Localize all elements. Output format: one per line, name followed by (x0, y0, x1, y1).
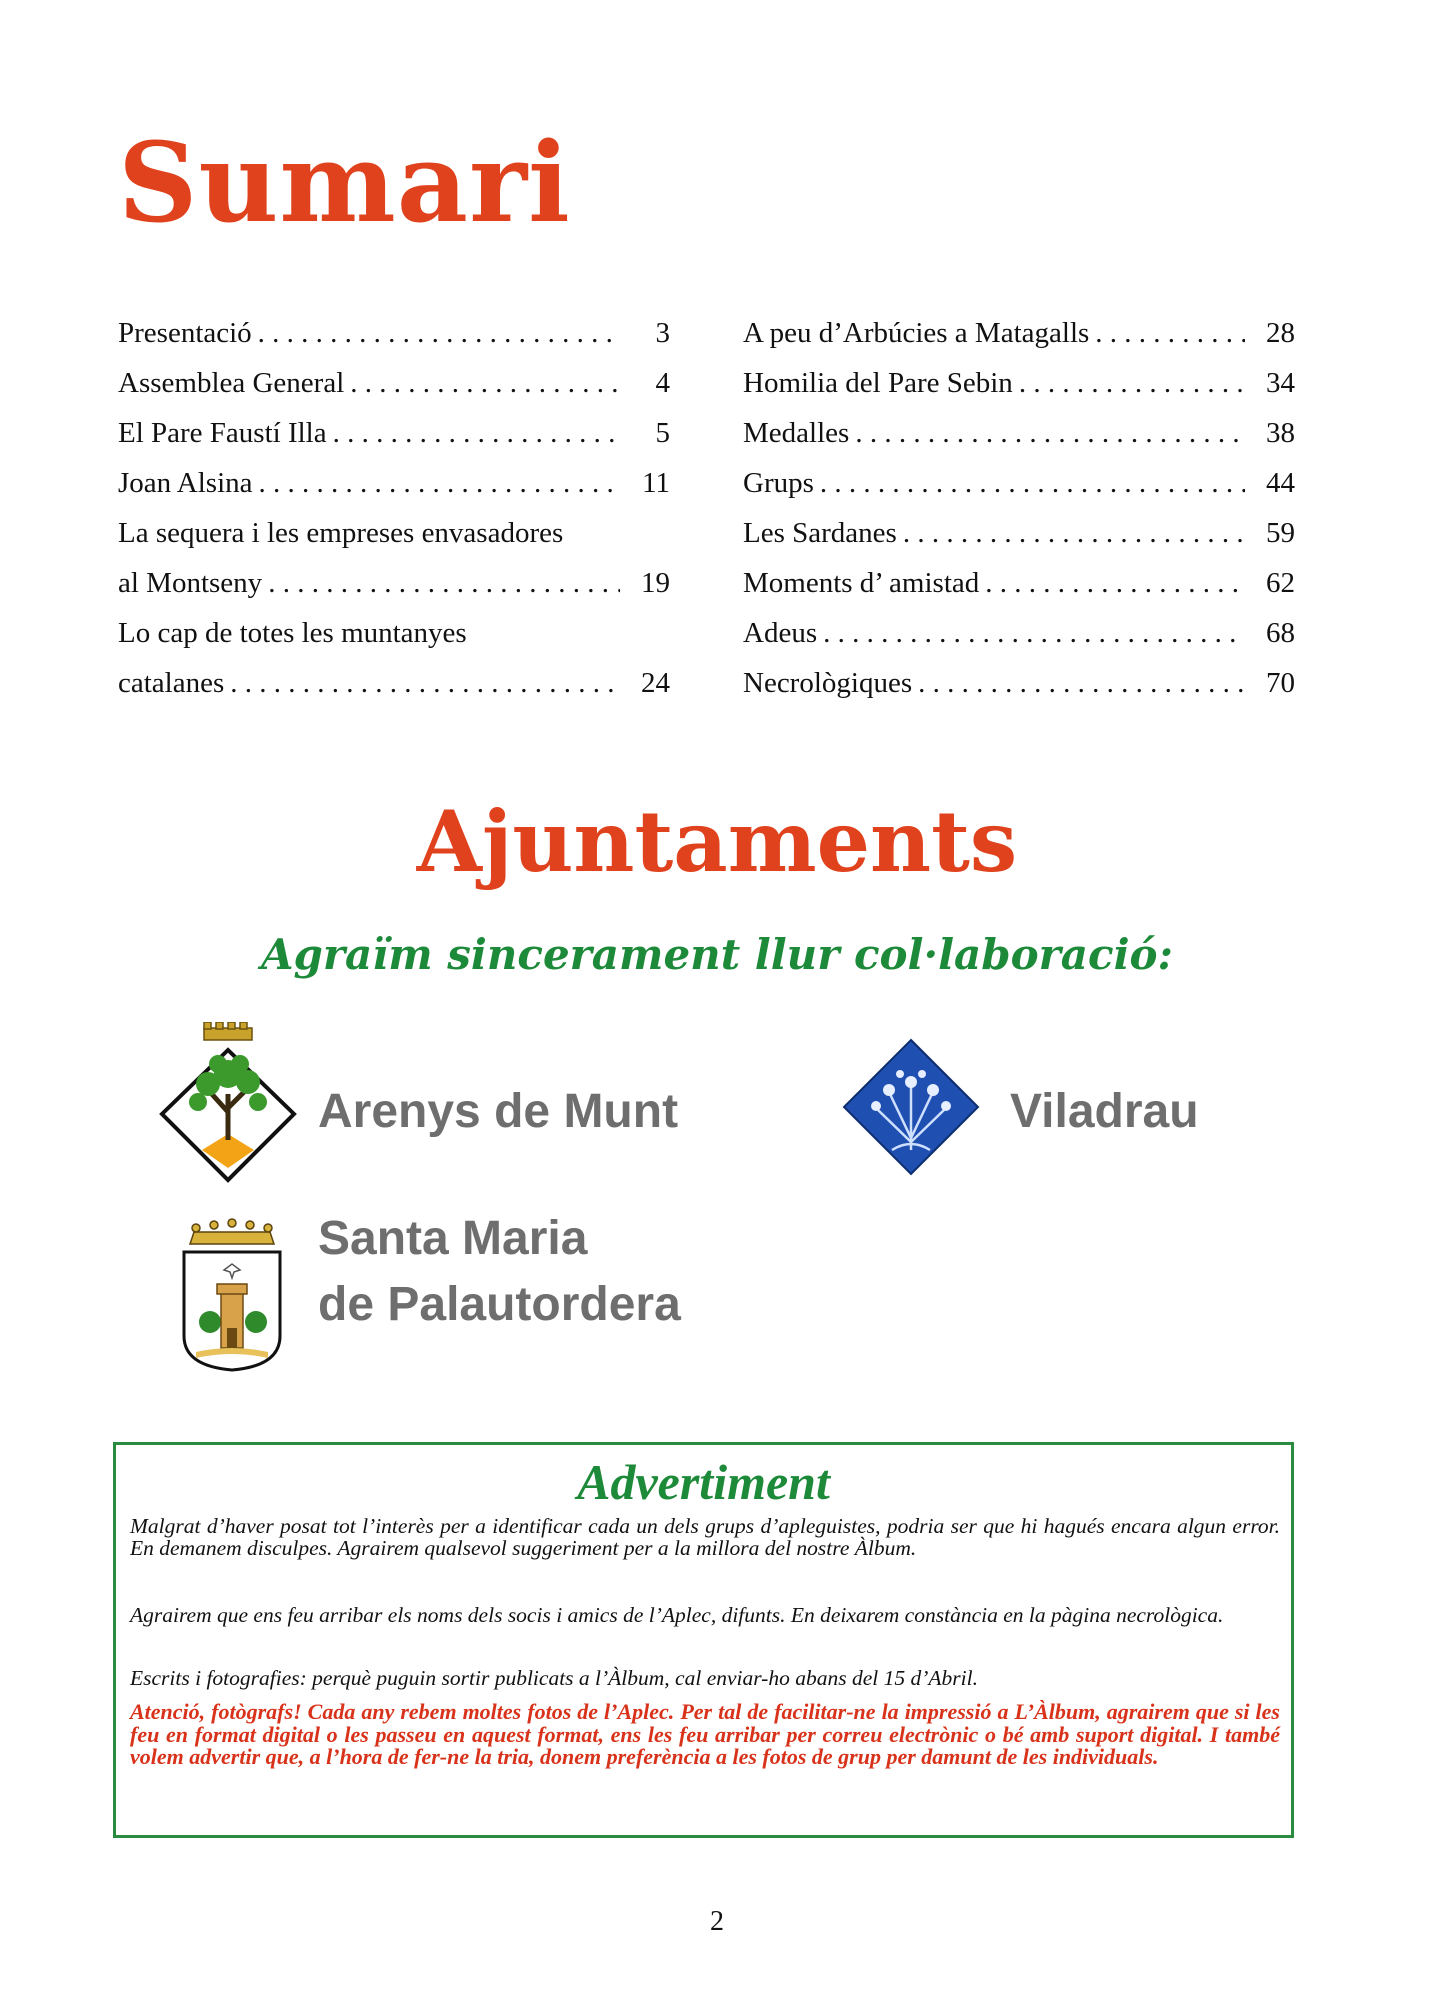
advertiment-paragraph: Malgrat d’haver posat tot l’interès per a identificar cada un dels grups d’apleguistes, podria ser que hi hagués encara algun error. En demanem disculpes. Agrairem qualsevol suggeriment per a la millora del nostre Àlbum. (130, 1514, 1280, 1560)
toc-leader-dots (985, 558, 1245, 608)
toc-entry-page: 3 (655, 317, 670, 349)
toc-leader-dots (258, 308, 620, 358)
toc-entry-label: El Pare Faustí Illa (118, 417, 327, 449)
toc-leader-dots (823, 608, 1245, 658)
toc-entry-label: Medalles (743, 417, 850, 449)
toc-entry[interactable] (743, 558, 1295, 608)
arenys-de-munt-crest-icon (158, 1022, 298, 1184)
toc-entry-page: 4 (655, 367, 670, 399)
toc-entry[interactable] (118, 308, 670, 358)
toc-entry-label: Necrològiques (743, 667, 913, 699)
toc-entry-page: 11 (642, 467, 670, 499)
santa-maria-de-palautordera-crest-icon (176, 1218, 288, 1372)
toc-entry[interactable] (118, 558, 670, 608)
toc-entry[interactable] (118, 658, 670, 708)
toc-entry-label: Adeus (743, 617, 818, 649)
toc-entry[interactable] (743, 658, 1295, 708)
ajuntaments-subtitle: Agraïm sincerament llur col·laboració: (260, 930, 1174, 979)
toc-left-column (118, 308, 670, 708)
toc-entry-page: 5 (655, 417, 670, 449)
toc-entry-page: 62 (1266, 567, 1295, 599)
photographers-notice: Atenció, fotògrafs! Cada any rebem moltes fotos de l’Aplec. Per tal de facilitar-ne la impressió a L’Àlbum, agrairem que si les feu en format digital o les passeu en aquest format, ens les feu arribar per correu electrònic o bé amb suport digital. I també volem advertir que, a l’hora de fer-ne la tria, donem preferència a les fotos de grup per damunt de les individuals. (130, 1699, 1280, 1769)
advertiment-box (113, 1442, 1294, 1838)
toc-entry[interactable] (743, 358, 1295, 408)
toc-leader-dots (855, 408, 1245, 458)
toc-entry-page: 59 (1266, 517, 1295, 549)
municipality-name: Viladrau (1010, 1085, 1199, 1138)
municipality-name-line: de Palautordera (318, 1278, 681, 1331)
toc-entry[interactable] (743, 408, 1295, 458)
toc-leader-dots (268, 558, 620, 608)
toc-entry-label: catalanes (118, 667, 225, 699)
toc-entry-label: Grups (743, 467, 814, 499)
toc-leader-dots (350, 358, 620, 408)
toc-leader-dots (903, 508, 1245, 558)
toc-entry-label: Joan Alsina (118, 467, 253, 499)
toc-entry[interactable] (743, 458, 1295, 508)
sumari-title: Sumari (118, 118, 571, 247)
toc-entry[interactable] (118, 458, 670, 508)
toc-leader-dots (333, 408, 620, 458)
toc-leader-dots (918, 658, 1245, 708)
toc-entry-label: al Montseny (118, 567, 263, 599)
toc-entry-label: Homilia del Pare Sebin (743, 367, 1013, 399)
toc-entry-page: 34 (1266, 367, 1295, 399)
toc-entry[interactable] (118, 408, 670, 458)
toc-entry-page: 24 (641, 667, 670, 699)
toc-entry[interactable] (743, 308, 1295, 358)
page-number: 2 (710, 1906, 724, 1937)
toc-entry-page: 38 (1266, 417, 1295, 449)
toc-entry-page: 70 (1266, 667, 1295, 699)
municipality-name (318, 1206, 681, 1338)
toc-entry-label: La sequera i les empreses envasadores (118, 517, 564, 549)
toc-entry-page: 19 (641, 567, 670, 599)
municipality-name: Arenys de Munt (318, 1085, 679, 1138)
toc-entry-page: 68 (1266, 617, 1295, 649)
toc-leader-dots (230, 658, 620, 708)
toc-entry-page: 44 (1266, 467, 1295, 499)
toc-entry-page: 28 (1266, 317, 1295, 349)
viladrau-crest-icon (842, 1038, 980, 1176)
toc-entry[interactable] (743, 608, 1295, 658)
toc-entry-label: Assemblea General (118, 367, 345, 399)
toc-right-column (743, 308, 1295, 708)
toc-entry[interactable] (743, 508, 1295, 558)
advertiment-paragraph: Agrairem que ens feu arribar els noms dels socis i amics de l’Aplec, difunts. En deixarem constància en la pàgina necrològica. (130, 1603, 1224, 1627)
advertiment-title: Advertiment (577, 1454, 830, 1510)
toc-leader-dots (259, 458, 620, 508)
toc-entry[interactable] (118, 608, 670, 658)
toc-entry-label: Les Sardanes (743, 517, 897, 549)
advertiment-paragraph: Escrits i fotografies: perquè puguin sortir publicats a l’Àlbum, cal enviar-ho abans del 15 d’Abril. (130, 1666, 978, 1690)
toc-leader-dots (820, 458, 1245, 508)
toc-entry-label: Presentació (118, 317, 252, 349)
toc-leader-dots (1095, 308, 1245, 358)
toc-leader-dots (1019, 358, 1245, 408)
toc-entry[interactable] (118, 358, 670, 408)
toc-entry-label: A peu d’Arbúcies a Matagalls (743, 317, 1090, 349)
toc-entry[interactable] (118, 508, 670, 558)
toc-entry-label: Lo cap de totes les muntanyes (118, 617, 467, 649)
ajuntaments-title: Ajuntaments (416, 792, 1018, 891)
municipality-name-line: Santa Maria (318, 1212, 588, 1265)
toc-entry-label: Moments d’ amistad (743, 567, 980, 599)
